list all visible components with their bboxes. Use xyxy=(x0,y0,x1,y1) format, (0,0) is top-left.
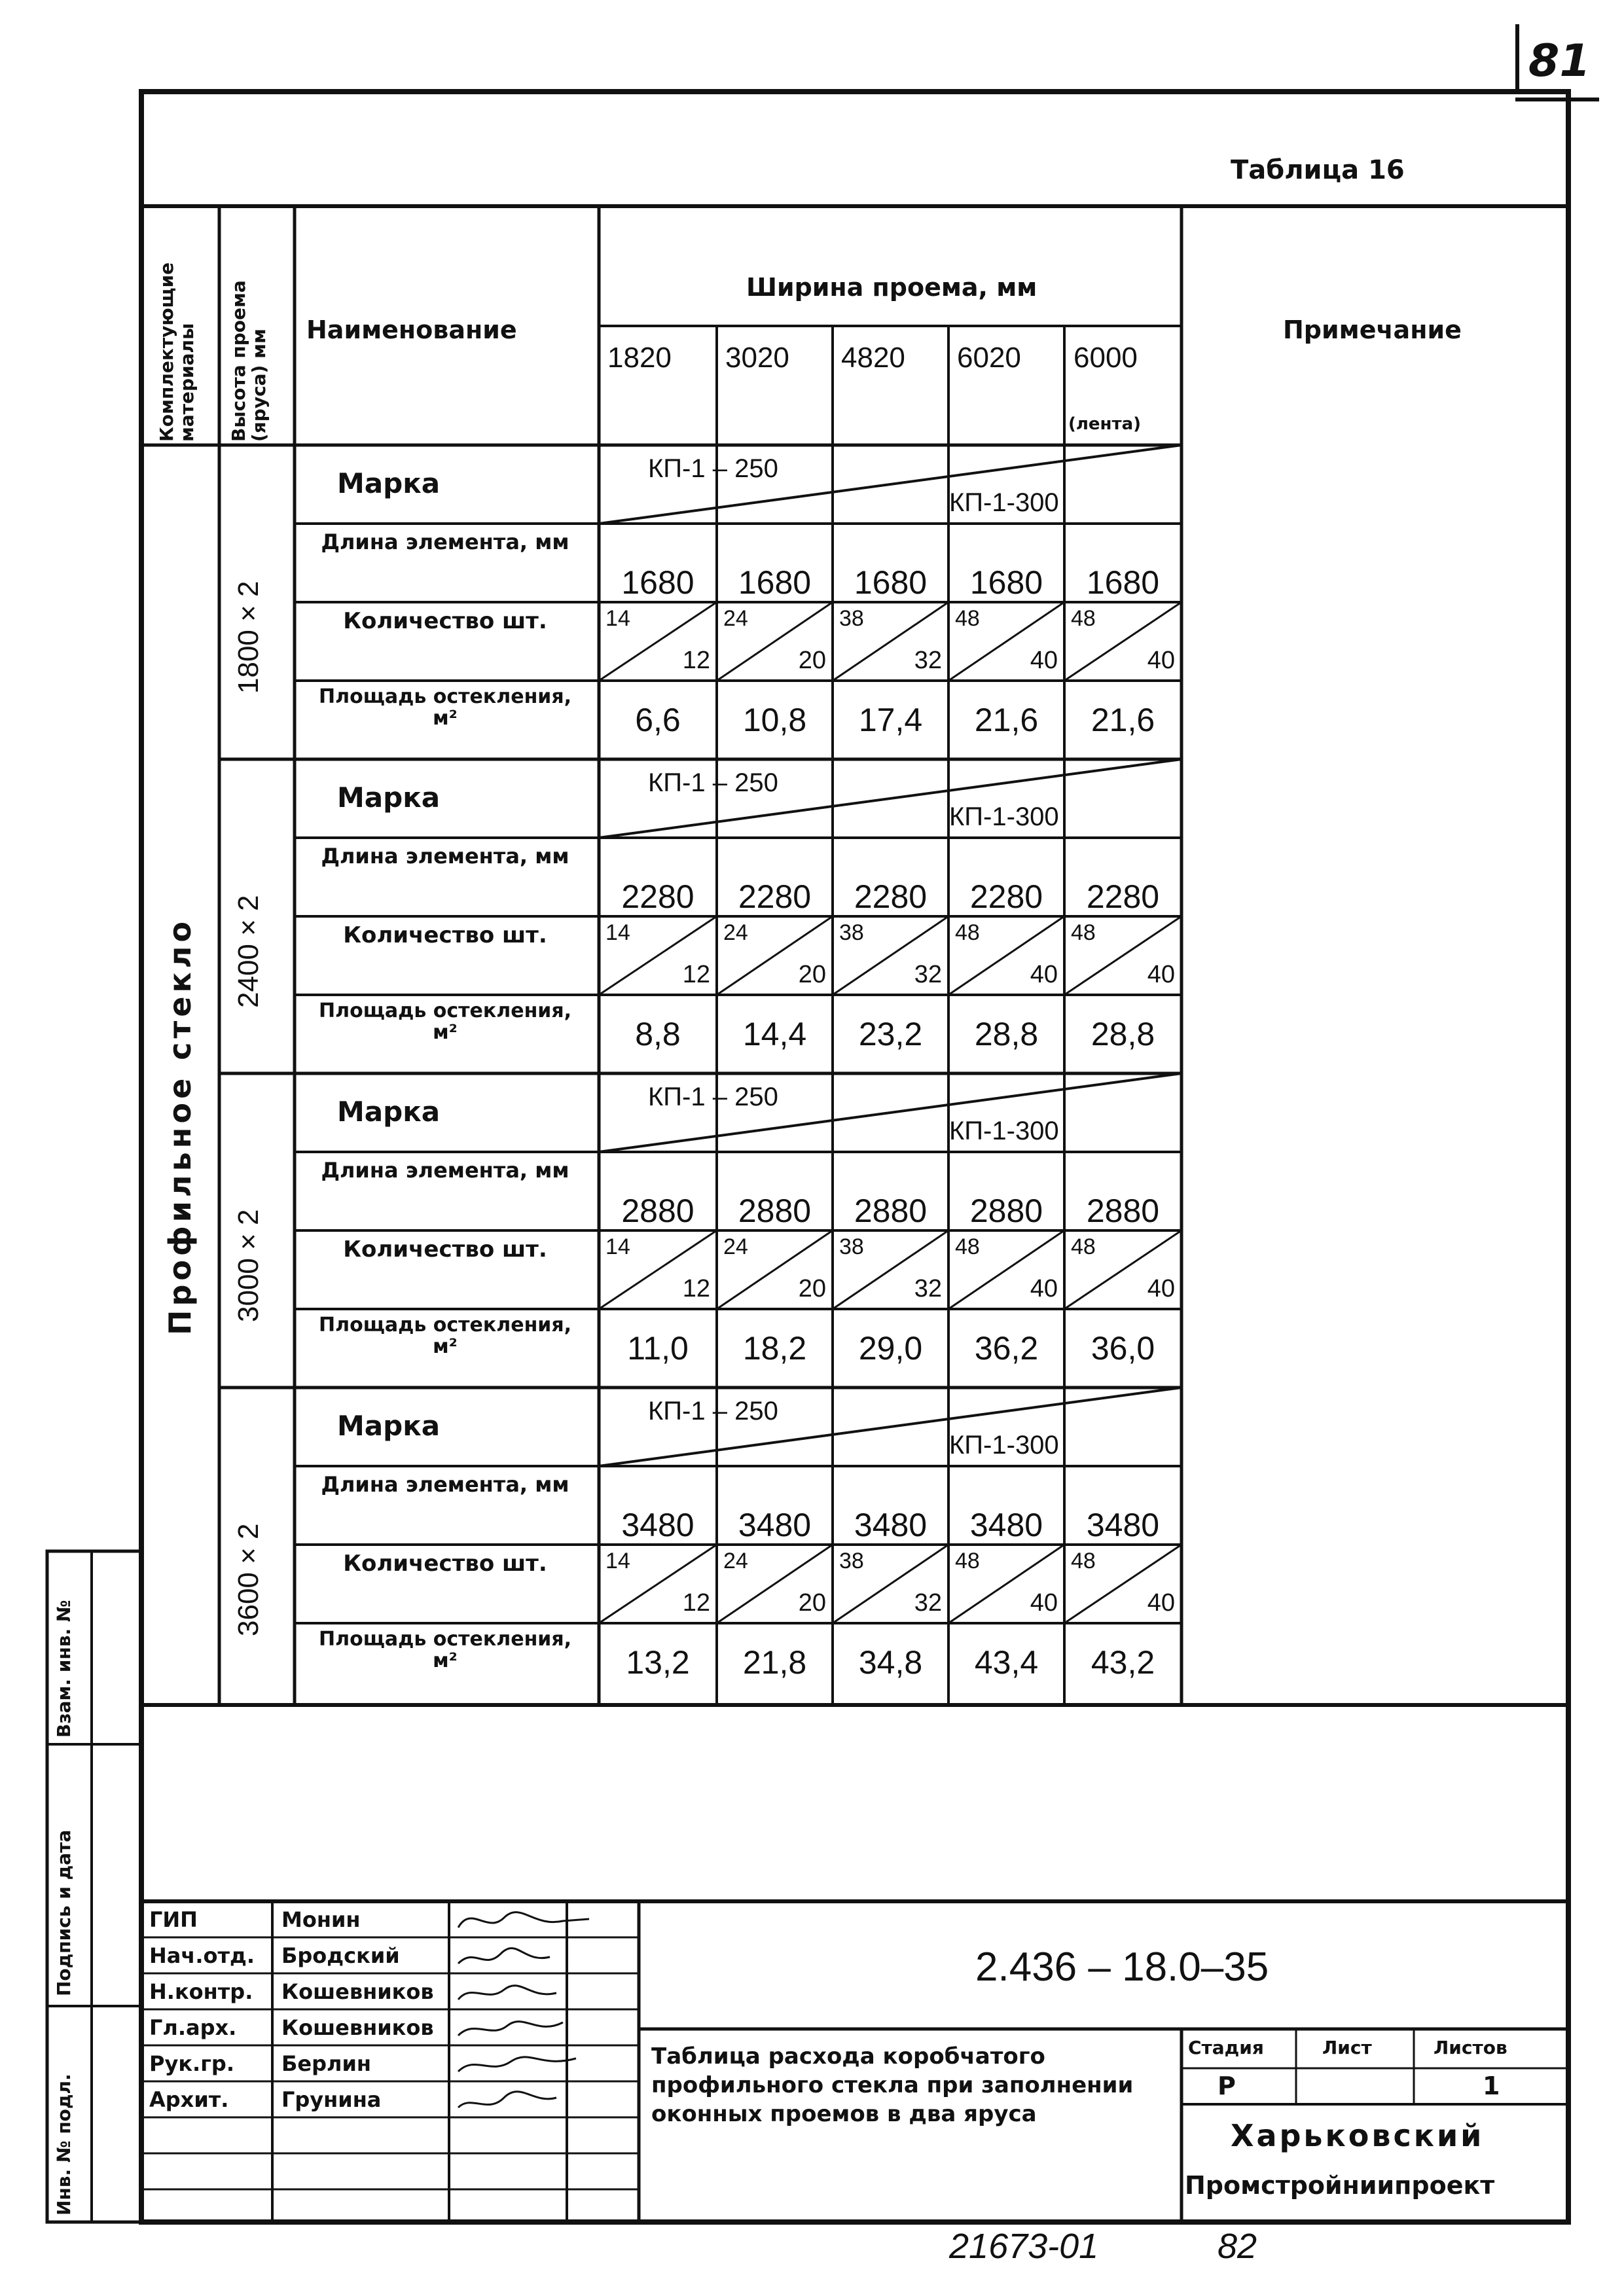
count-top-value: 38 xyxy=(839,920,864,945)
area-value: 17,4 xyxy=(858,702,923,738)
count-top-value: 38 xyxy=(839,606,864,631)
footer-page-number: 82 xyxy=(1218,2227,1257,2266)
header-width-group: Ширина проема, мм xyxy=(746,273,1038,302)
signer-name: Берлин xyxy=(281,2051,371,2076)
count-top-value: 48 xyxy=(1071,1549,1096,1573)
area-value: 28,8 xyxy=(1091,1016,1155,1052)
mark-b: КП-1-300 xyxy=(949,802,1059,831)
count-bottom-value: 32 xyxy=(914,1275,942,1302)
row-label-length: Длина элемента, мм xyxy=(321,1472,569,1497)
doc-description: Таблица расхода коробчатого профильного стекла при заполнении оконных проемов в два яруса xyxy=(651,2043,1134,2128)
area-value: 13,2 xyxy=(626,1644,690,1681)
stamp-signature-date: Подпись и дата xyxy=(53,1829,75,1996)
signer-role: Рук.гр. xyxy=(149,2051,234,2076)
stage-value: Р xyxy=(1218,2072,1236,2100)
length-value: 3480 xyxy=(1086,1507,1160,1543)
length-value: 2880 xyxy=(969,1193,1043,1229)
row-label-length: Длина элемента, мм xyxy=(321,844,569,869)
length-value: 3480 xyxy=(854,1507,928,1543)
count-bottom-value: 12 xyxy=(682,1275,710,1302)
length-value: 3480 xyxy=(738,1507,812,1543)
area-value: 43,2 xyxy=(1091,1644,1155,1681)
length-value: 1680 xyxy=(621,564,695,601)
signer-role: Архит. xyxy=(149,2087,229,2112)
sheets-value: 1 xyxy=(1483,2072,1500,2100)
area-value: 36,2 xyxy=(974,1330,1039,1367)
org-name-line2: Промстройниипроект xyxy=(1185,2171,1495,2200)
count-bottom-value: 20 xyxy=(798,647,826,674)
area-value: 23,2 xyxy=(858,1016,923,1052)
count-bottom-value: 32 xyxy=(914,647,942,674)
length-value: 1680 xyxy=(854,564,928,601)
area-value: 34,8 xyxy=(858,1644,923,1681)
area-value: 18,2 xyxy=(742,1330,807,1367)
header-note: Примечание xyxy=(1283,315,1462,344)
material-label: Профильное стекло xyxy=(162,918,198,1335)
mark-a: КП-1 – 250 xyxy=(648,1397,778,1426)
length-value: 2880 xyxy=(621,1193,695,1229)
count-top-value: 48 xyxy=(1071,920,1096,945)
footer-archive-number: 21673-01 xyxy=(949,2227,1099,2266)
row-label-count: Количество шт. xyxy=(343,608,547,634)
area-value: 21,8 xyxy=(742,1644,807,1681)
width-col-1: 1820 xyxy=(607,342,672,374)
header-height: Высота проема (яруса) мм xyxy=(228,280,270,442)
count-bottom-value: 40 xyxy=(1030,647,1058,674)
count-top-value: 24 xyxy=(723,1549,748,1573)
count-bottom-value: 32 xyxy=(914,1589,942,1617)
count-top-value: 48 xyxy=(1071,1234,1096,1259)
block-height-label: 3000 × 2 xyxy=(232,1209,264,1322)
count-top-value: 24 xyxy=(723,1234,748,1259)
count-bottom-value: 20 xyxy=(798,961,826,988)
length-value: 2280 xyxy=(738,878,812,915)
width-col-3: 4820 xyxy=(841,342,905,374)
row-label-area: Площадь остекления, м² xyxy=(319,999,571,1044)
row-label-area: Площадь остекления, м² xyxy=(319,1628,571,1672)
length-value: 2880 xyxy=(738,1193,812,1229)
count-bottom-value: 20 xyxy=(798,1589,826,1617)
area-value: 6,6 xyxy=(635,702,681,738)
mark-b: КП-1-300 xyxy=(949,1431,1059,1460)
signer-role: Гл.арх. xyxy=(149,2015,237,2040)
signer-name: Кошевников xyxy=(281,1979,434,2004)
block-height-label: 3600 × 2 xyxy=(232,1523,264,1636)
count-top-value: 14 xyxy=(605,920,630,945)
row-label-area: Площадь остекления, м² xyxy=(319,1314,571,1358)
length-value: 1680 xyxy=(969,564,1043,601)
row-label-count: Количество шт. xyxy=(343,1236,547,1263)
count-bottom-value: 40 xyxy=(1147,1275,1175,1302)
count-top-value: 14 xyxy=(605,1234,630,1259)
count-top-value: 38 xyxy=(839,1234,864,1259)
row-label-count: Количество шт. xyxy=(343,922,547,948)
count-top-value: 14 xyxy=(605,606,630,631)
mark-a: КП-1 – 250 xyxy=(648,768,778,797)
row-label-length: Длина элемента, мм xyxy=(321,1158,569,1183)
count-bottom-value: 40 xyxy=(1030,1589,1058,1617)
length-value: 2280 xyxy=(854,878,928,915)
count-bottom-value: 12 xyxy=(682,961,710,988)
row-label-mark: Марка xyxy=(337,467,441,499)
signature-5 xyxy=(458,2057,576,2072)
stage-label: Стадия xyxy=(1188,2037,1264,2058)
area-value: 21,6 xyxy=(1091,702,1155,738)
length-value: 2880 xyxy=(1086,1193,1160,1229)
sheets-label: Листов xyxy=(1434,2037,1507,2058)
block-height-label: 2400 × 2 xyxy=(232,895,264,1008)
length-value: 3480 xyxy=(969,1507,1043,1543)
count-bottom-value: 40 xyxy=(1147,647,1175,674)
area-value: 10,8 xyxy=(742,702,807,738)
length-value: 3480 xyxy=(621,1507,695,1543)
org-name-line1: Харьковский xyxy=(1231,2118,1485,2153)
sheet-label: Лист xyxy=(1322,2037,1372,2058)
stamp-inv-orig: Инв. № подл. xyxy=(53,2073,75,2215)
count-top-value: 38 xyxy=(839,1549,864,1573)
table-title: Таблица 16 xyxy=(1231,155,1405,185)
count-top-value: 48 xyxy=(1071,606,1096,631)
count-bottom-value: 12 xyxy=(682,647,710,674)
area-value: 43,4 xyxy=(974,1644,1039,1681)
count-bottom-value: 40 xyxy=(1030,961,1058,988)
row-label-mark: Марка xyxy=(337,781,441,814)
area-value: 21,6 xyxy=(974,702,1039,738)
row-label-count: Количество шт. xyxy=(343,1551,547,1577)
count-top-value: 48 xyxy=(955,920,980,945)
signature-4 xyxy=(458,2022,563,2036)
area-value: 29,0 xyxy=(858,1330,923,1367)
signer-role: ГИП xyxy=(149,1907,198,1932)
signer-name: Монин xyxy=(281,1907,361,1932)
header-materials: Комплектующие материалы xyxy=(156,262,198,442)
area-value: 36,0 xyxy=(1091,1330,1155,1367)
count-bottom-value: 40 xyxy=(1030,1275,1058,1302)
count-bottom-value: 40 xyxy=(1147,961,1175,988)
mark-a: КП-1 – 250 xyxy=(648,454,778,483)
area-value: 8,8 xyxy=(635,1016,681,1052)
mark-b: КП-1-300 xyxy=(949,488,1059,517)
count-top-value: 24 xyxy=(723,920,748,945)
count-top-value: 24 xyxy=(723,606,748,631)
sheet-number: 81 xyxy=(1528,35,1591,87)
signature-1 xyxy=(458,1912,589,1928)
row-label-area: Площадь остекления, м² xyxy=(319,685,571,730)
row-label-mark: Марка xyxy=(337,1410,441,1442)
count-bottom-value: 40 xyxy=(1147,1589,1175,1617)
mark-a: КП-1 – 250 xyxy=(648,1083,778,1111)
header-name: Наименование xyxy=(306,315,517,344)
area-value: 14,4 xyxy=(742,1016,807,1052)
signer-name: Грунина xyxy=(281,2087,382,2112)
area-value: 28,8 xyxy=(974,1016,1039,1052)
mark-b: КП-1-300 xyxy=(949,1117,1059,1145)
width-col-2: 3020 xyxy=(725,342,789,374)
stamp-replace-inv: Взам. инв. № xyxy=(53,1600,75,1738)
signer-role: Нач.отд. xyxy=(149,1943,255,1968)
width-col-4: 6020 xyxy=(957,342,1021,374)
doc-code: 2.436 – 18.0–35 xyxy=(975,1945,1269,1990)
signer-name: Бродский xyxy=(281,1943,400,1968)
row-label-length: Длина элемента, мм xyxy=(321,529,569,554)
count-top-value: 48 xyxy=(955,1549,980,1573)
signature-3 xyxy=(458,1986,556,2000)
count-top-value: 48 xyxy=(955,606,980,631)
length-value: 1680 xyxy=(1086,564,1160,601)
signature-2 xyxy=(458,1948,550,1964)
count-bottom-value: 32 xyxy=(914,961,942,988)
length-value: 1680 xyxy=(738,564,812,601)
length-value: 2280 xyxy=(1086,878,1160,915)
signer-name: Кошевников xyxy=(281,2015,434,2040)
count-bottom-value: 20 xyxy=(798,1275,826,1302)
length-value: 2280 xyxy=(621,878,695,915)
signer-role: Н.контр. xyxy=(149,1979,253,2004)
length-value: 2880 xyxy=(854,1193,928,1229)
count-top-value: 14 xyxy=(605,1549,630,1573)
width-col-5: 6000 xyxy=(1074,342,1138,374)
signature-6 xyxy=(458,2092,556,2108)
length-value: 2280 xyxy=(969,878,1043,915)
area-value: 11,0 xyxy=(627,1330,689,1367)
count-bottom-value: 12 xyxy=(682,1589,710,1617)
width-col-5-note: (лента) xyxy=(1068,414,1142,434)
count-top-value: 48 xyxy=(955,1234,980,1259)
block-height-label: 1800 × 2 xyxy=(232,581,264,694)
row-label-mark: Марка xyxy=(337,1096,441,1128)
